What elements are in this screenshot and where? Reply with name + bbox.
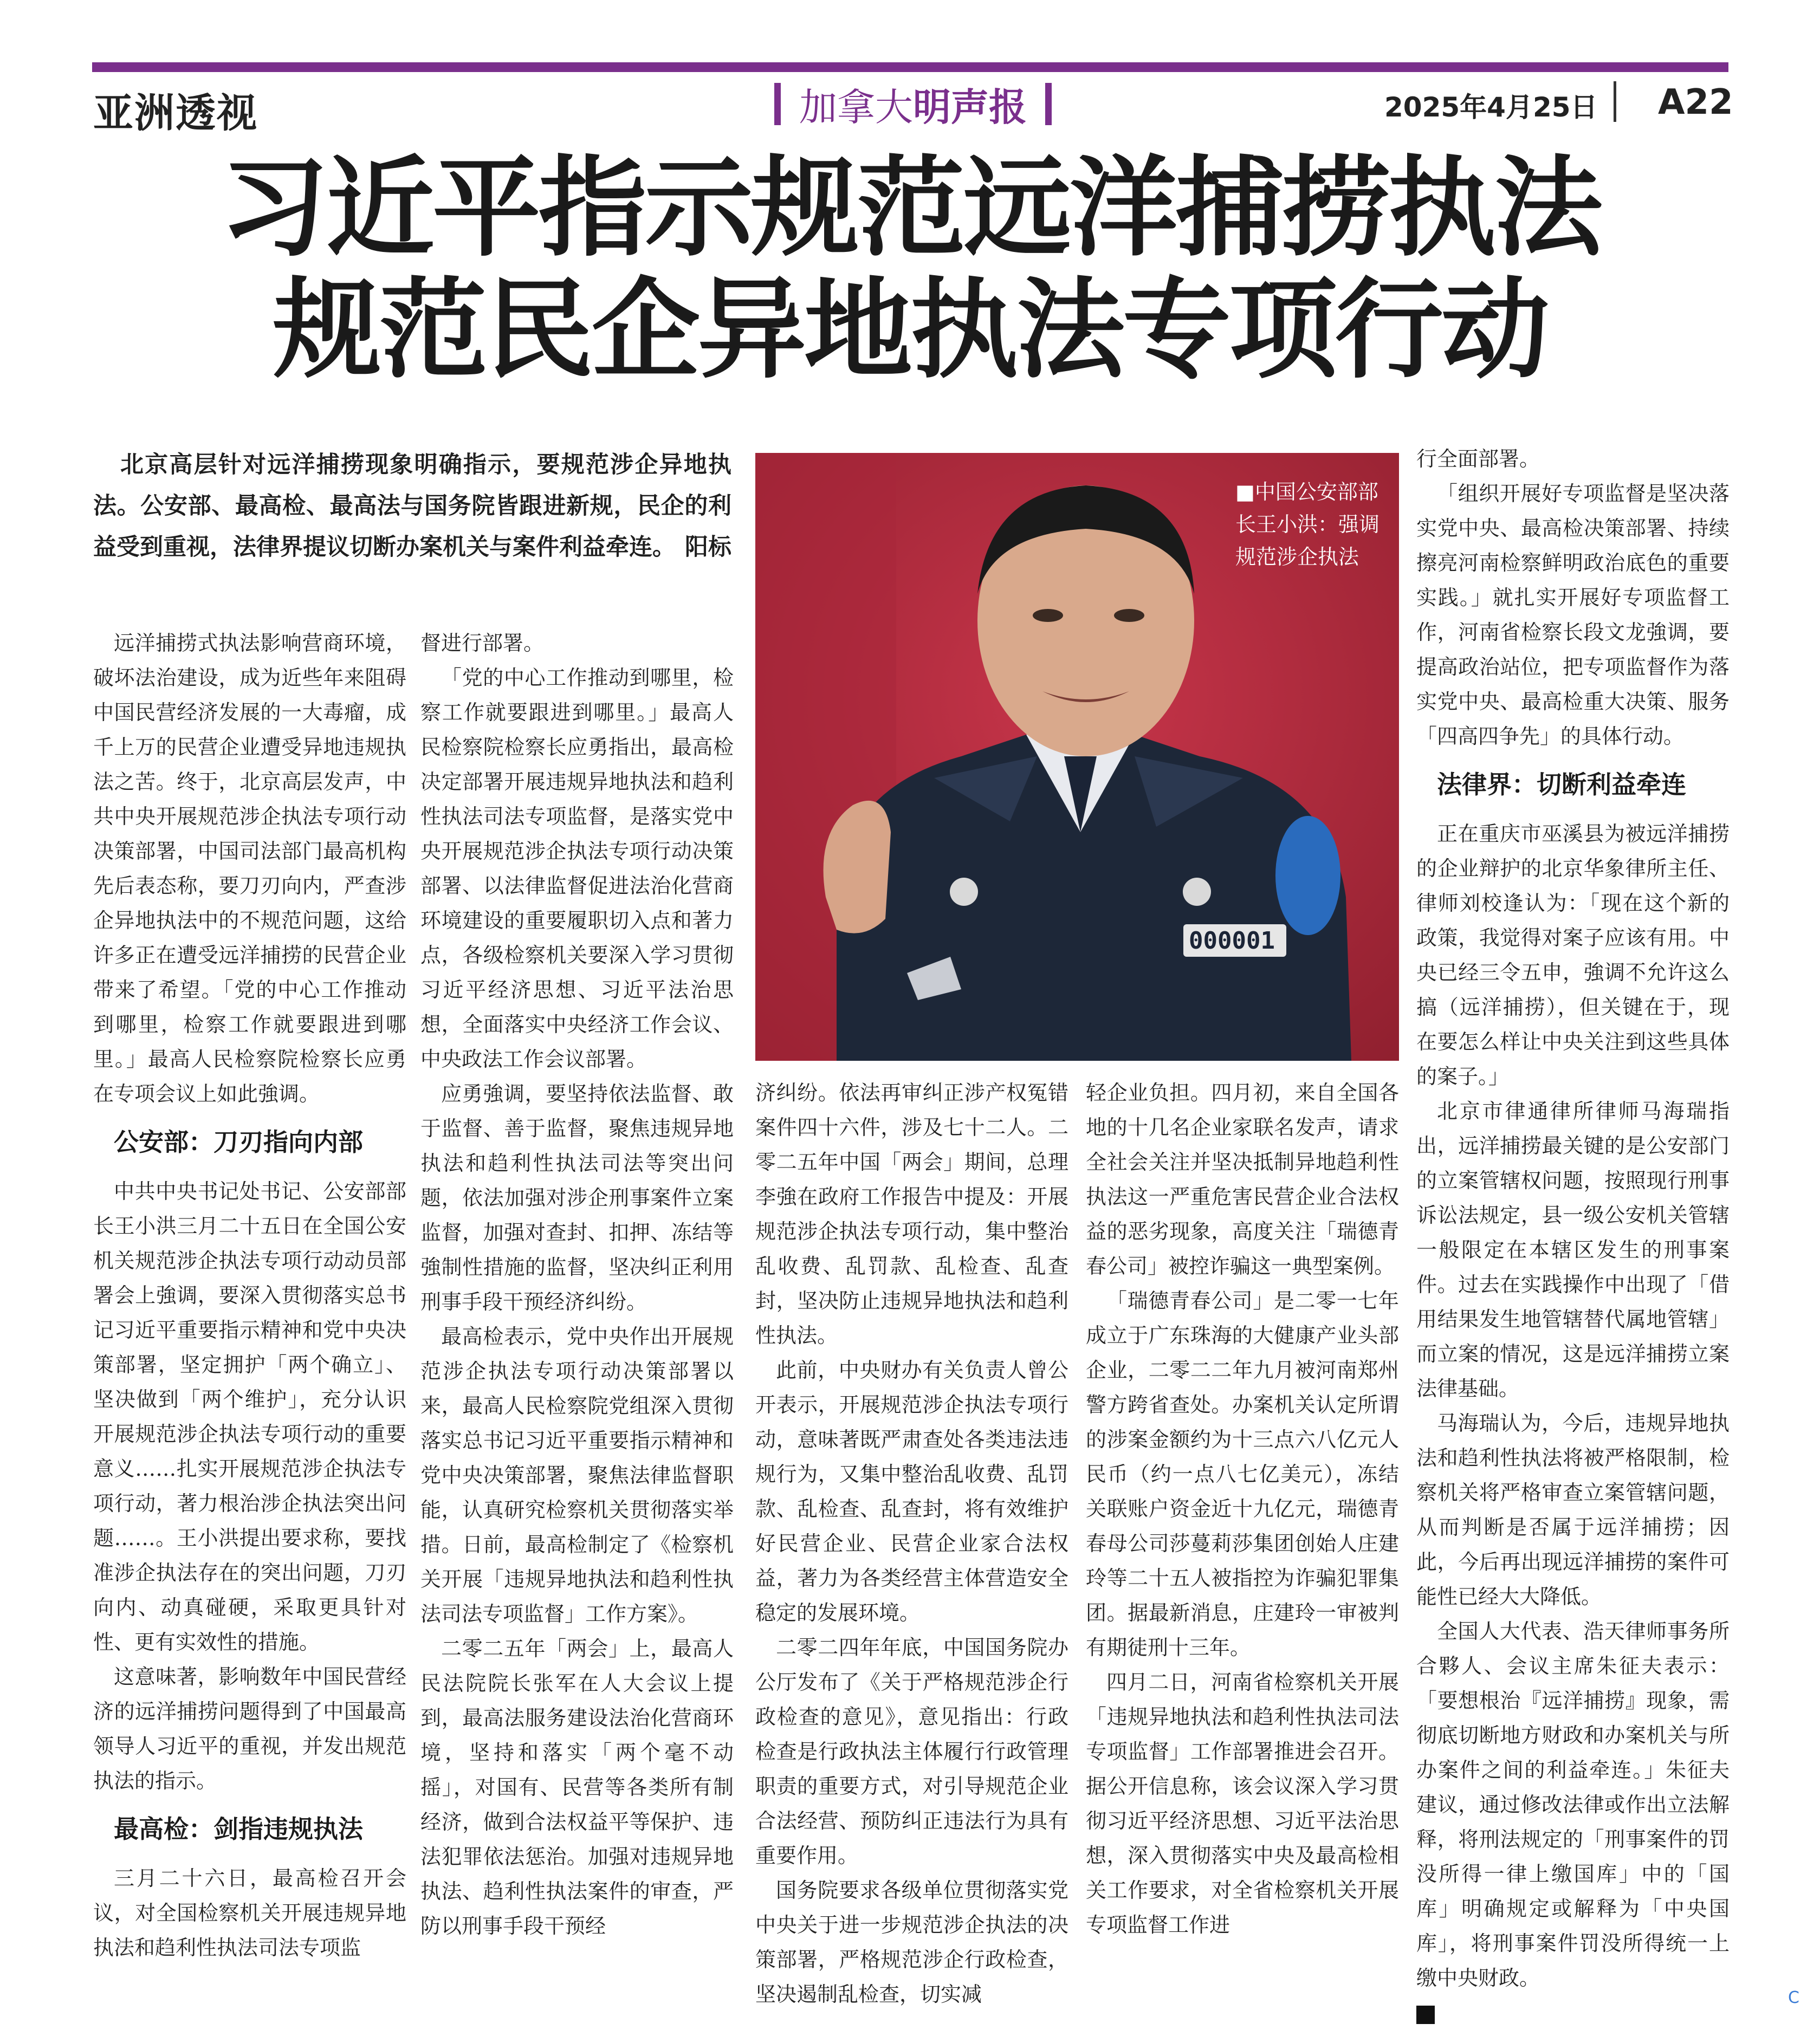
article-column-4 [1086,1075,1399,1967]
paragraph: 全国人大代表、浩天律师事务所合夥人、会议主席朱征夫表示：「要想根治『远洋捕捞』现象，需彻底切断地方财政和办案机关与所办案件之间的利益牵连。」朱征夫建议，通过修改法律或作出立法解释，将刑法规定的「刑事案件的罚没所得一律上缴国库」中的「国库」明确规定或解释为「中央国库」，将刑事案件罚没所得统一上缴中央财政。 [1416,1619,1730,1990]
paragraph: 三月二十六日，最高检召开会议，对全国检察机关开展违规异地执法和趋利性执法司法专项监 [93,1866,406,1960]
paragraph: 「瑞德青春公司」是二零一七年成立于广东珠海的大健康产业头部企业，二零二二年九月被河南郑州警方跨省查处。办案机关认定所谓的涉案金额约为十三点六八亿元人民币（约一点八七亿美元），冻结关联账户资金近十九亿元，瑞德青春母公司莎蔓莉莎集团创始人庄建玲等二十五人被指控为诈骗犯罪集团。据最新消息，庄建玲一审被判有期徒刑十三年。 [1086,1289,1399,1659]
paragraph: 北京市律通律所律师马海瑞指出，远洋捕捞最关键的是公安部门的立案管辖权问题，按照现行刑事诉讼法规定，县一级公安机关管辖一般限定在本辖区发生的刑事案件。过去在实践操作中出现了「借用结果发生地管辖替代属地管辖」而立案的情况，这是远洋捕捞立案法律基础。 [1416,1099,1730,1400]
paragraph-continued: 行全面部署。 [1416,447,1540,471]
headline-line-2: 规范民企异地执法专项行动 [273,267,1547,393]
top-accent-bar [92,62,1728,72]
lede-text: 北京高层针对远洋捕捞现象明确指示，要规范涉企异地执法。公安部、最高检、最高法与国务院皆跟进新规，民企的利益受到重视，法律界提议切断办案机关与案件利益牵连。 [93,451,731,561]
end-mark-icon [1416,2006,1435,2024]
brand-prefix: 加拿大 [799,85,913,129]
end-mark-line [1416,1995,1730,2030]
masthead-bar-left [774,83,781,125]
paragraph: 正在重庆市巫溪县为被远洋捕捞的企业辩护的北京华象律所主任、律师刘校逢认为：「现在这个新的政策，我觉得对案子应该有用。中央已经三令五申，強调不允许这么搞（远洋捕捞），但关键在于，现在要怎么样让中央关注到这些具体的案子。」 [1416,822,1730,1088]
page-number: A22 [1658,82,1733,122]
paragraph: 四月二日，河南省检察机关开展「违规异地执法和趋利性执法司法专项监督」工作部署推进会召开。据公开信息称，该会议深入学习贯彻习近平经济思想、习近平法治思想，深入贯彻落实中央及最高检相关工作要求，对全省检察机关开展专项监督工作进 [1086,1670,1399,1937]
paragraph: 二零二五年「两会」上，最高人民法院院长张军在人大会议上提到，最高法服务建设法治化营商环境，坚持和落实「两个毫不动摇」，对国有、民营等各类所有制经济，做到合法权益平等保护、违法犯罪依法惩治。加强对违规异地执法、趋利性执法案件的审查，严防以刑事手段干预经 [420,1637,734,1938]
byline: 阳标 [685,534,731,561]
paragraph: 中共中央书记处书记、公安部部长王小洪三月二十五日在全国公安机关规范涉企执法专项行动动员部署会上強调，要深入贯彻落实总书记习近平重要指示精神和党中央决策部署，坚定拥护「两个确立」、坚决做到「两个维护」，充分认识开展规范涉企执法专项行动的重要意义……扎实开展规范涉企执法专项行动，著力根治涉企执法突出问题……。王小洪提出要求称，要找准涉企执法存在的突出问题，刀刃向内、动真碰硬，采取更具针对性、更有实效性的措施。 [93,1179,406,1654]
paragraph-continued: 轻企业负担。四月初，来自全国各地的十几名企业家联名发声，请求全社会关注并坚决抵制异地趋利性执法这一严重危害民营企业合法权益的恶劣现象，高度关注「瑞德青春公司」被控诈骗这一典型案例。 [1086,1081,1399,1278]
paragraph-continued: 济纠纷。依法再审纠正涉产权冤错案件四十六件，涉及七十二人。二零二五年中国「两会」期间，总理李強在政府工作报告中提及：开展规范涉企执法专项行动，集中整治乱收费、乱罚款、乱检查、乱查封，坚决防止违规异地执法和趋利性执法。 [755,1081,1068,1347]
subheading-procuratorate: 最高检：剑指违规执法 [114,1814,363,1844]
masthead [737,77,1089,131]
paragraph: 远洋捕捞式执法影响营商环境，破坏法治建设，成为近些年来阻碍中国民营经济发展的一大毒瘤，成千上万的民营企业遭受异地违规执法之苦。终于，北京高层发声，中共中央开展规范涉企执法专项行动决策部署，中国司法部门最高机构先后表态称，要刀刃向内，严查涉企异地执法中的不规范问题，这给许多正在遭受远洋捕捞的民营企业带来了希望。「党的中心工作推动到哪里，检察工作就要跟进到哪里。」最高人民检察院检察长应勇在专项会议上如此強调。 [93,631,406,1106]
headline-line-1: 习近平指示规范远洋捕捞执法 [219,145,1601,271]
section-label: 亚洲透视 [93,90,258,137]
article-column-2 [420,626,734,1967]
article-column-5 [1416,442,1730,1990]
paragraph: 「党的中心工作推动到哪里，检察工作就要跟进到哪里。」最高人民检察院检察长应勇指出，最高检决定部署开展违规异地执法和趋利性执法司法专项监督，是落实党中央开展规范涉企执法专项行动决策部署、以法律监督促进法治化营商环境建设的重要履职切入点和著力点，各级检察机关要深入学习贯彻习近平经济思想、习近平法治思想，全面落实中央经济工作会议、中央政法工作会议部署。 [420,666,734,1071]
subheading-public-security: 公安部：刀刃指向内部 [114,1127,363,1157]
paragraph: 此前，中央财办有关负责人曾公开表示，开展规范涉企执法专项行动，意味著既严肃查处各类违法违规行为，又集中整治乱收费、乱罚款、乱检查、乱查封，将有效维护好民营企业、民营企业家合法权益，著力为各类经营主体营造安全稳定的发展环境。 [755,1358,1068,1625]
paragraph: 这意味著，影响数年中国民营经济的远洋捕捞问题得到了中国最高领导人习近平的重视，并发出规范执法的指示。 [93,1665,406,1793]
date-separator [1614,81,1616,122]
badge-number: 000001 [1189,927,1275,955]
subheading-legal-community: 法律界：切断利益牵连 [1437,770,1686,799]
paragraph: 马海瑞认为，今后，违规异地执法和趋利性执法将被严格限制，检察机关将严格审查立案管辖问题，从而判断是否属于远洋捕捞；因此，今后再出现远洋捕捞的案件可能性已经大大降低。 [1416,1411,1730,1609]
paragraph: 应勇強调，要坚持依法监督、敢于监督、善于监督，聚焦违规异地执法和趋利性执法司法等突出问题，依法加强对涉企刑事案件立案监督，加强对查封、扣押、冻结等強制性措施的监督，坚决纠正利用刑事手段干预经济纠纷。 [420,1082,734,1314]
paragraph: 二零二四年年底，中国国务院办公厅发布了《关于严格规范涉企行政检查的意见》，意见指出：行政检查是行政执法主体履行行政管理职责的重要方式，对引导规范企业合法经营、预防纠正违法行为具有重要作用。 [755,1636,1068,1867]
paragraph: 国务院要求各级单位贯彻落实党中央关于进一步规范涉企执法的决策部署，严格规范涉企行政检查，坚决遏制乱检查，切实减 [755,1878,1068,2006]
brand-name: 明声报 [913,85,1027,129]
lede-paragraph [93,444,731,568]
corner-mark: C [1788,1988,1799,2007]
paragraph: 「组织开展好专项监督是坚决落实党中央、最高检决策部署、持续擦亮河南检察鲜明政治底色的重要实践。」就扎实开展好专项监督工作，河南省检察长段文龙強调，要提高政治站位，把专项监督作为落实党中央、最高检重大决策、服务「四高四争先」的具体行动。 [1416,482,1730,748]
article-column-1 [93,626,406,1967]
issue-date: 2025年4月25日 [1384,92,1598,123]
paragraph: 最高检表示，党中央作出开展规范涉企执法专项行动决策部署以来，最高人民检察院党组深入贯彻落实总书记习近平重要指示精神和党中央决策部署，聚焦法律监督职能，认真研究检察机关贯彻落实举措。日前，最高检制定了《检察机关开展「违规异地执法和趋利性执法司法专项监督」工作方案》。 [420,1325,734,1626]
paragraph-continued: 督进行部署。 [420,631,545,655]
masthead-bar-right [1045,83,1052,125]
brand-logo [799,77,1027,132]
article-column-3 [755,1075,1068,2006]
photo-caption: ■中国公安部部长王小洪：强调规范涉企执法 [1235,480,1380,569]
